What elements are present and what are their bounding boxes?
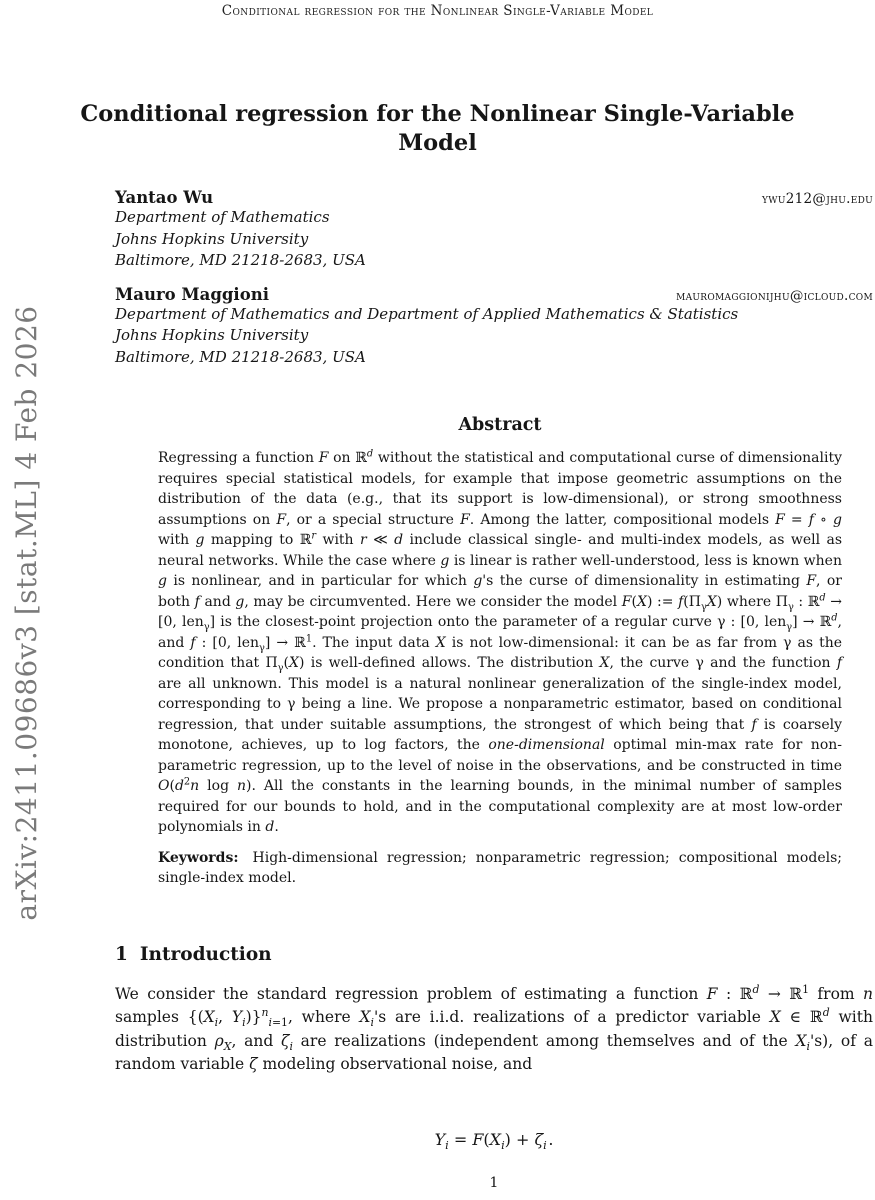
- paper-title-line1: Conditional regression for the Nonlinear Single-Variable: [80, 101, 795, 127]
- author-email: ywu212@jhu.edu: [762, 191, 873, 207]
- section-number: 1: [115, 944, 128, 965]
- author-affiliation-line: Baltimore, MD 21218-2683, USA: [115, 347, 366, 366]
- author-affiliation-line: Johns Hopkins University: [115, 229, 309, 248]
- introduction-section: [115, 944, 873, 1076]
- keywords-label: Keywords:: [158, 849, 239, 866]
- author-row: [115, 285, 873, 304]
- introduction-paragraph: We consider the standard regression problem of estimating a function F : ℝ$^d$ → ℝ$^1$ from n samples {($X_i$, $Y_i)\}^n_{i=1}$, where $X_i's$ are i.i.d. realizations of a predictor variable X ∈ ℝ$^d$ with distribution $\rho_X$, and $\zeta_i$ are realizations (independent among themselves and of the $X_i's$), of a random variable ζ modeling observational noise, and: [115, 982, 873, 1073]
- author-name: Mauro Maggioni: [115, 284, 269, 304]
- paper-title-line2: Model: [398, 129, 477, 156]
- paper-title: [0, 100, 875, 158]
- author-affiliation-line: Department of Mathematics and Department of Applied Mathematics & Statistics: [115, 304, 739, 323]
- author-affiliation-line: Baltimore, MD 21218-2683, USA: [115, 251, 366, 270]
- arxiv-watermark: arXiv:2411.09686v3 [stat.ML] 4 Feb 2026: [10, 305, 43, 921]
- running-header: Conditional regression for the Nonlinear Single-Variable Model: [221, 3, 654, 19]
- keywords-text: High-dimensional regression; nonparametric regression; compositional models; single-index model.: [158, 849, 842, 886]
- author-affiliation-line: Department of Mathematics: [115, 208, 330, 226]
- section-title: Introduction: [139, 944, 272, 965]
- section-heading: [115, 944, 873, 965]
- author-name: Yantao Wu: [115, 188, 214, 207]
- abstract-body: Regressing a function F on ℝ$^d$ without the statistical and computational curse of dimensionality requires special statistical models, for example that impose geometric assumptions on the distribution of the data (e.g., that its support is low-dimensional), or strong smoothness assumptions on F, or a special structure F. Among the latter, compositional models F = f ∘ g with g mapping to ℝ$^r$ with r ≪ d include classical single- and multi-index models, as well as neural networks. While the case where g is linear is rather well-understood, less is known when g is nonlinear, and in particular for which g's the curse of dimensionality in estimating F, or both f and g, may be circumvented. Here we consider the model F(X) := $f(\Pi_\gamma X)$ where $\Pi_\gamma$ : ℝ$^d$ → [0, len$_\gamma$] is the closest-point projection onto the parameter of a regular curve γ : [0, len$_\gamma$] → ℝ$^d$, and f : [0, len$_\gamma$] → ℝ$^1$. The input data X is not low-dimensional: it can be as far from γ as the condition that $\Pi_\gamma(X)$ is well-defined allows. The distribution X, the curve γ and the function f are all unknown. This model is a natural nonlinear generalization of the single-index model, corresponding to γ being a line. We propose a nonparametric estimator, based on conditional regression, that under suitable assumptions, the strongest of which being that f is coarsely monotone, achieves, up to log factors, the one-dimensional optimal min-max rate for non-parametric regression, up to the level of noise in the observations, and be constructed in time $O(d^2n$ log n). All the constants in the learning bounds, in the minimal number of samples required for our bounds to hold, and in the computational complexity are at most low-order polynomials in d.: [158, 448, 843, 835]
- author-row: [115, 188, 873, 207]
- abstract-heading: Abstract: [458, 415, 542, 435]
- author-block: [115, 188, 873, 382]
- keywords-line: [158, 848, 842, 889]
- author-entry-2: [115, 285, 873, 369]
- display-equation: $Y_i = F(X_i) + \zeta_i$ .: [434, 1130, 554, 1153]
- abstract-section: [158, 415, 842, 889]
- author-entry-1: [115, 188, 873, 272]
- author-affiliation-line: Johns Hopkins University: [115, 326, 309, 345]
- page-number: 1: [489, 1175, 499, 1191]
- author-email: mauromaggionijhu@icloud.com: [676, 287, 873, 304]
